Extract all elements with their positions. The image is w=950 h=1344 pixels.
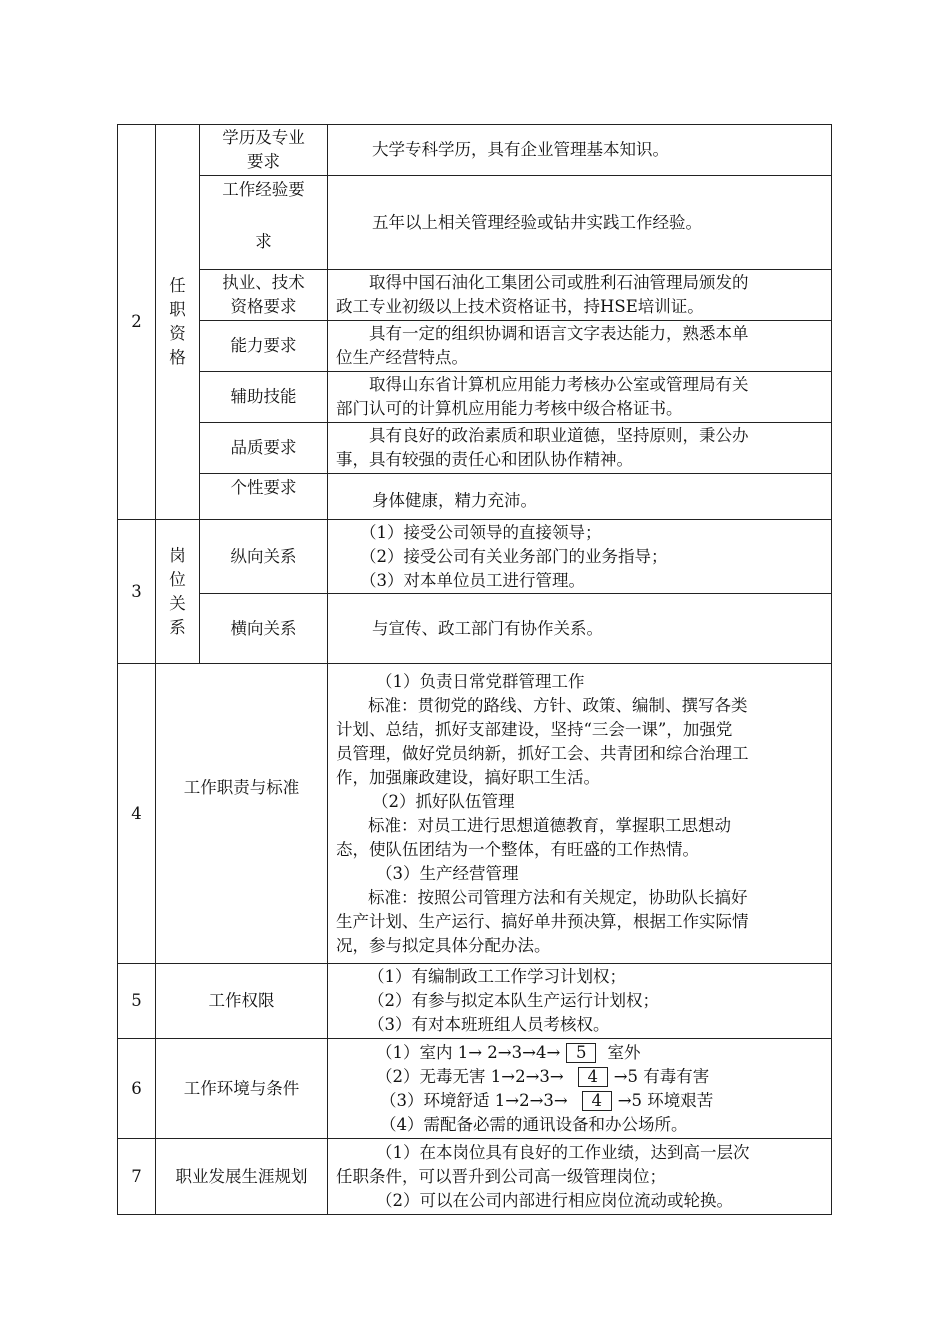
- table-row: [118, 520, 832, 594]
- environment-line: [336, 1089, 825, 1113]
- description-line: （2）有参与拟定本队生产运行计划权；: [368, 991, 659, 1010]
- section-title: 工作职责与标准: [156, 664, 328, 964]
- description-cell: [328, 270, 832, 321]
- description-line: 取得中国石油化工集团公司或胜利石油管理局颁发的: [369, 273, 749, 292]
- table-row: [118, 1139, 832, 1215]
- sub-label-line: 个性要求: [230, 478, 297, 497]
- sub-label-line: 能力要求: [230, 336, 297, 355]
- sub-label-line: 横向关系: [230, 618, 297, 638]
- sub-label-line: 资格要求: [230, 297, 297, 316]
- description-cell: [328, 964, 832, 1039]
- description-cell: [328, 520, 832, 594]
- row-number: 5: [118, 964, 156, 1039]
- table-row: [118, 1039, 832, 1139]
- table-row: [118, 423, 832, 474]
- environment-end: 室外: [602, 1042, 641, 1062]
- description-cell: [328, 474, 832, 520]
- description-cell: [328, 321, 832, 372]
- section-title: 职业发展生涯规划: [156, 1139, 328, 1215]
- environment-scale: （2）无毒无害 1→2→3→: [376, 1066, 564, 1086]
- category-cell: [156, 125, 200, 520]
- description-line: （2）接受公司有关业务部门的业务指导；: [360, 546, 668, 566]
- description-cell: [328, 423, 832, 474]
- table-row: [118, 125, 832, 176]
- description-cell: [328, 176, 832, 270]
- category-char: 任: [169, 276, 186, 295]
- description-line: （1）在本岗位具有良好的工作业绩，达到高一层次: [376, 1142, 750, 1162]
- description-line: 事，具有较强的责任心和团队协作精神。: [336, 450, 633, 469]
- description-line: 位生产经营特点。: [336, 348, 468, 367]
- description-line: （1）接受公司领导的直接领导；: [360, 522, 602, 542]
- environment-value-box: 4: [582, 1091, 612, 1111]
- section-title: 工作环境与条件: [156, 1039, 328, 1139]
- sub-label-cell: [200, 321, 328, 372]
- row-number: 4: [118, 664, 156, 964]
- description-line: 任职条件，可以晋升到公司高一级管理岗位；: [336, 1166, 666, 1186]
- description-line: （1）负责日常党群管理工作: [376, 671, 585, 691]
- sub-label-line: 品质要求: [230, 438, 297, 457]
- sub-label-line: 执业、技术: [222, 273, 305, 292]
- category-char: 位: [169, 569, 186, 589]
- description-text: 五年以上相关管理经验或钻井实践工作经验。: [372, 212, 702, 232]
- description-text: 与宣传、政工部门有协作关系。: [372, 618, 603, 638]
- row-number: 6: [118, 1039, 156, 1139]
- category-char: 关: [169, 593, 186, 613]
- description-cell: [328, 372, 832, 423]
- category-cell: [156, 520, 200, 664]
- sub-label-cell: [200, 520, 328, 594]
- sub-label-cell: [200, 176, 328, 270]
- description-line: 具有一定的组织协调和语言文字表达能力，熟悉本单: [369, 324, 749, 343]
- description-line: 作，加强廉政建设，搞好职工生活。: [336, 767, 600, 787]
- description-line: （4）需配备必需的通讯设备和办公场所。: [380, 1114, 688, 1134]
- description-line: （2）抓好队伍管理: [372, 791, 515, 811]
- environment-value-box: 4: [578, 1067, 608, 1087]
- environment-value-box: 5: [566, 1043, 596, 1063]
- sub-label-line: 学历及专业: [222, 128, 305, 147]
- category-char: 系: [169, 617, 186, 637]
- description-line: 标准：贯彻党的路线、方针、政策、编制、撰写各类: [368, 695, 748, 715]
- sub-label-cell: [200, 474, 328, 520]
- sub-label-cell: [200, 270, 328, 321]
- table-row: [118, 321, 832, 372]
- table-row: [118, 270, 832, 321]
- environment-end: →5 有毒有害: [613, 1066, 710, 1086]
- sub-label-line: 辅助技能: [230, 387, 297, 406]
- description-cell: [328, 125, 832, 176]
- environment-line: [336, 1065, 825, 1089]
- row-number: 2: [118, 125, 156, 520]
- sub-label-cell: [200, 372, 328, 423]
- description-line: （3）有对本班班组人员考核权。: [368, 1015, 610, 1034]
- row-number: 7: [118, 1139, 156, 1215]
- sub-label-line: 要求: [247, 152, 280, 171]
- table-row: [118, 964, 832, 1039]
- description-line: （1）有编制政工工作学习计划权；: [368, 967, 626, 986]
- environment-line: [336, 1041, 825, 1065]
- sub-label-line: 纵向关系: [230, 546, 297, 566]
- sub-label-cell: [200, 594, 328, 664]
- description-line: 计划、总结，抓好支部建设，坚持“三会一课”，加强党: [336, 719, 733, 739]
- description-line: 标准：按照公司管理方法和有关规定，协助队长搞好: [368, 887, 748, 907]
- description-text: 大学专科学历，具有企业管理基本知识。: [372, 140, 669, 159]
- description-line: （3）对本单位员工进行管理。: [360, 570, 585, 590]
- category-char: 岗: [169, 545, 186, 565]
- section-title: 工作权限: [156, 964, 328, 1039]
- table-row: [118, 474, 832, 520]
- description-line: （2）可以在公司内部进行相应岗位流动或轮换。: [376, 1190, 733, 1210]
- category-char: 格: [169, 348, 186, 367]
- sub-label-line: 求: [255, 232, 272, 251]
- description-line: 部门认可的计算机应用能力考核中级合格证书。: [336, 399, 683, 418]
- environment-scale: （3）环境舒适 1→2→3→: [380, 1090, 568, 1110]
- description-line: 生产计划、生产运行、搞好单井预决算，根据工作实际情: [336, 911, 749, 931]
- sub-label-line: 工作经验要: [222, 180, 305, 199]
- description-line: 具有良好的政治素质和职业道德，坚持原则，秉公办: [369, 426, 749, 445]
- description-line: 况，参与拟定具体分配办法。: [336, 935, 551, 955]
- description-line: （3）生产经营管理: [376, 863, 519, 883]
- job-description-table: [117, 124, 832, 1215]
- description-cell: [328, 594, 832, 664]
- description-line: 取得山东省计算机应用能力考核办公室或管理局有关: [369, 375, 749, 394]
- description-cell: [328, 1139, 832, 1215]
- environment-end: →5 环境艰苦: [617, 1090, 714, 1110]
- description-line: 态，使队伍团结为一个整体，有旺盛的工作热情。: [336, 839, 699, 859]
- sub-label-cell: [200, 125, 328, 176]
- environment-scale: （1）室内 1→ 2→3→4→: [376, 1042, 561, 1062]
- description-text: 身体健康，精力充沛。: [372, 490, 537, 510]
- category-char: 资: [169, 324, 186, 343]
- description-cell: [328, 664, 832, 964]
- description-line: 政工专业初级以上技术资格证书，持HSE培训证。: [336, 297, 704, 316]
- table-row: [118, 664, 832, 964]
- description-line: 标准：对员工进行思想道德教育，掌握职工思想动: [368, 815, 731, 835]
- category-char: 职: [169, 300, 186, 319]
- row-number: 3: [118, 520, 156, 664]
- sub-label-cell: [200, 423, 328, 474]
- table-row: [118, 594, 832, 664]
- description-cell: [328, 1039, 832, 1139]
- table-row: [118, 176, 832, 270]
- table-row: [118, 372, 832, 423]
- description-line: 员管理，做好党员纳新，抓好工会、共青团和综合治理工: [336, 743, 749, 763]
